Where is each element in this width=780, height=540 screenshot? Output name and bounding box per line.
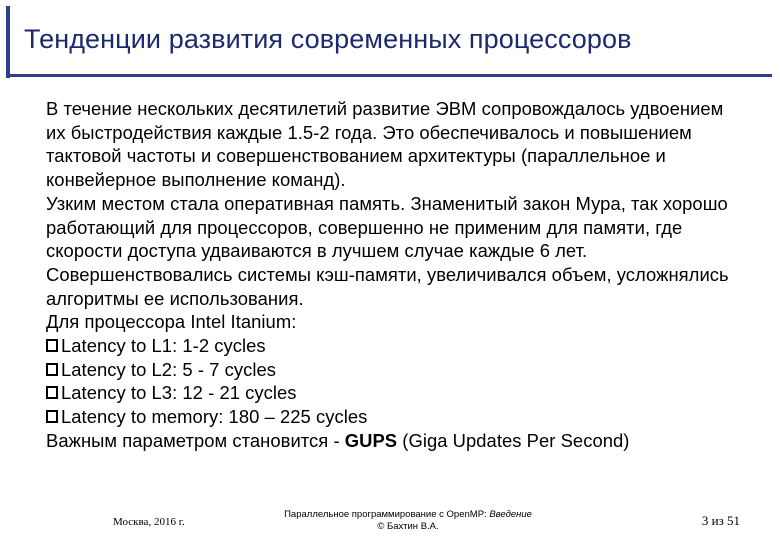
bullet-item xyxy=(46,405,746,429)
paragraph-cache: Совершенствовались системы кэш-памяти, увеличивался объем, усложнялись алгоритмы ее использования. xyxy=(46,263,729,309)
bullet-text: Latency to L3: 12 - 21 cycles xyxy=(61,382,297,404)
paragraph-gups xyxy=(46,429,746,453)
slide-title: Тенденции развития современных процессоров xyxy=(24,24,632,54)
paragraph-memory-bottleneck: Узким местом стала оперативная память. Знаменитый закон Мура, так хорошо работающий для процессоров, совершенно не применим для памяти, где скорости доступа удваиваются в лучшем случае каждые 6 лет. xyxy=(46,192,728,262)
bullet-item xyxy=(46,334,746,358)
frame-horizontal-bar xyxy=(6,74,772,77)
checkbox-bullet-icon xyxy=(46,363,58,376)
bullet-text: Latency to memory: 180 – 225 cycles xyxy=(61,406,368,428)
paragraph-itanium: Для процессора Intel Itanium: xyxy=(46,311,297,333)
page-number: 3 из 51 xyxy=(701,513,740,528)
gups-prefix: Важным параметром становится - xyxy=(46,429,345,451)
footer-course-title xyxy=(256,509,560,521)
bullet-text: Latency to L1: 1-2 cycles xyxy=(61,335,266,357)
footer-course-prefix: Параллельное программирование с OpenMP: xyxy=(284,509,490,520)
footer-location-date: Москва, 2016 г. xyxy=(113,516,185,528)
gups-suffix: (Giga Updates Per Second) xyxy=(397,429,630,451)
checkbox-bullet-icon xyxy=(46,410,58,423)
checkbox-bullet-icon xyxy=(46,339,58,352)
frame-vertical-bar xyxy=(6,6,10,78)
footer-author: © Бахтин В.А. xyxy=(377,521,439,532)
footer-course-topic: Введение xyxy=(489,509,532,520)
bullet-item xyxy=(46,381,746,405)
slide-body xyxy=(46,97,746,453)
bullet-text: Latency to L2: 5 - 7 cycles xyxy=(61,358,276,380)
paragraph-performance: В течение нескольких десятилетий развитие ЭВМ сопровождалось удвоением их быстродействия каждые 1.5-2 года. Это обеспечивалось и повышением тактовой частоты и совершенствованием архитектуры (параллельное и конвейерное выполнение команд). xyxy=(46,98,724,191)
footer-course-info xyxy=(256,509,560,533)
checkbox-bullet-icon xyxy=(46,386,58,399)
bullet-item xyxy=(46,358,746,382)
gups-emphasis: GUPS xyxy=(344,429,398,451)
